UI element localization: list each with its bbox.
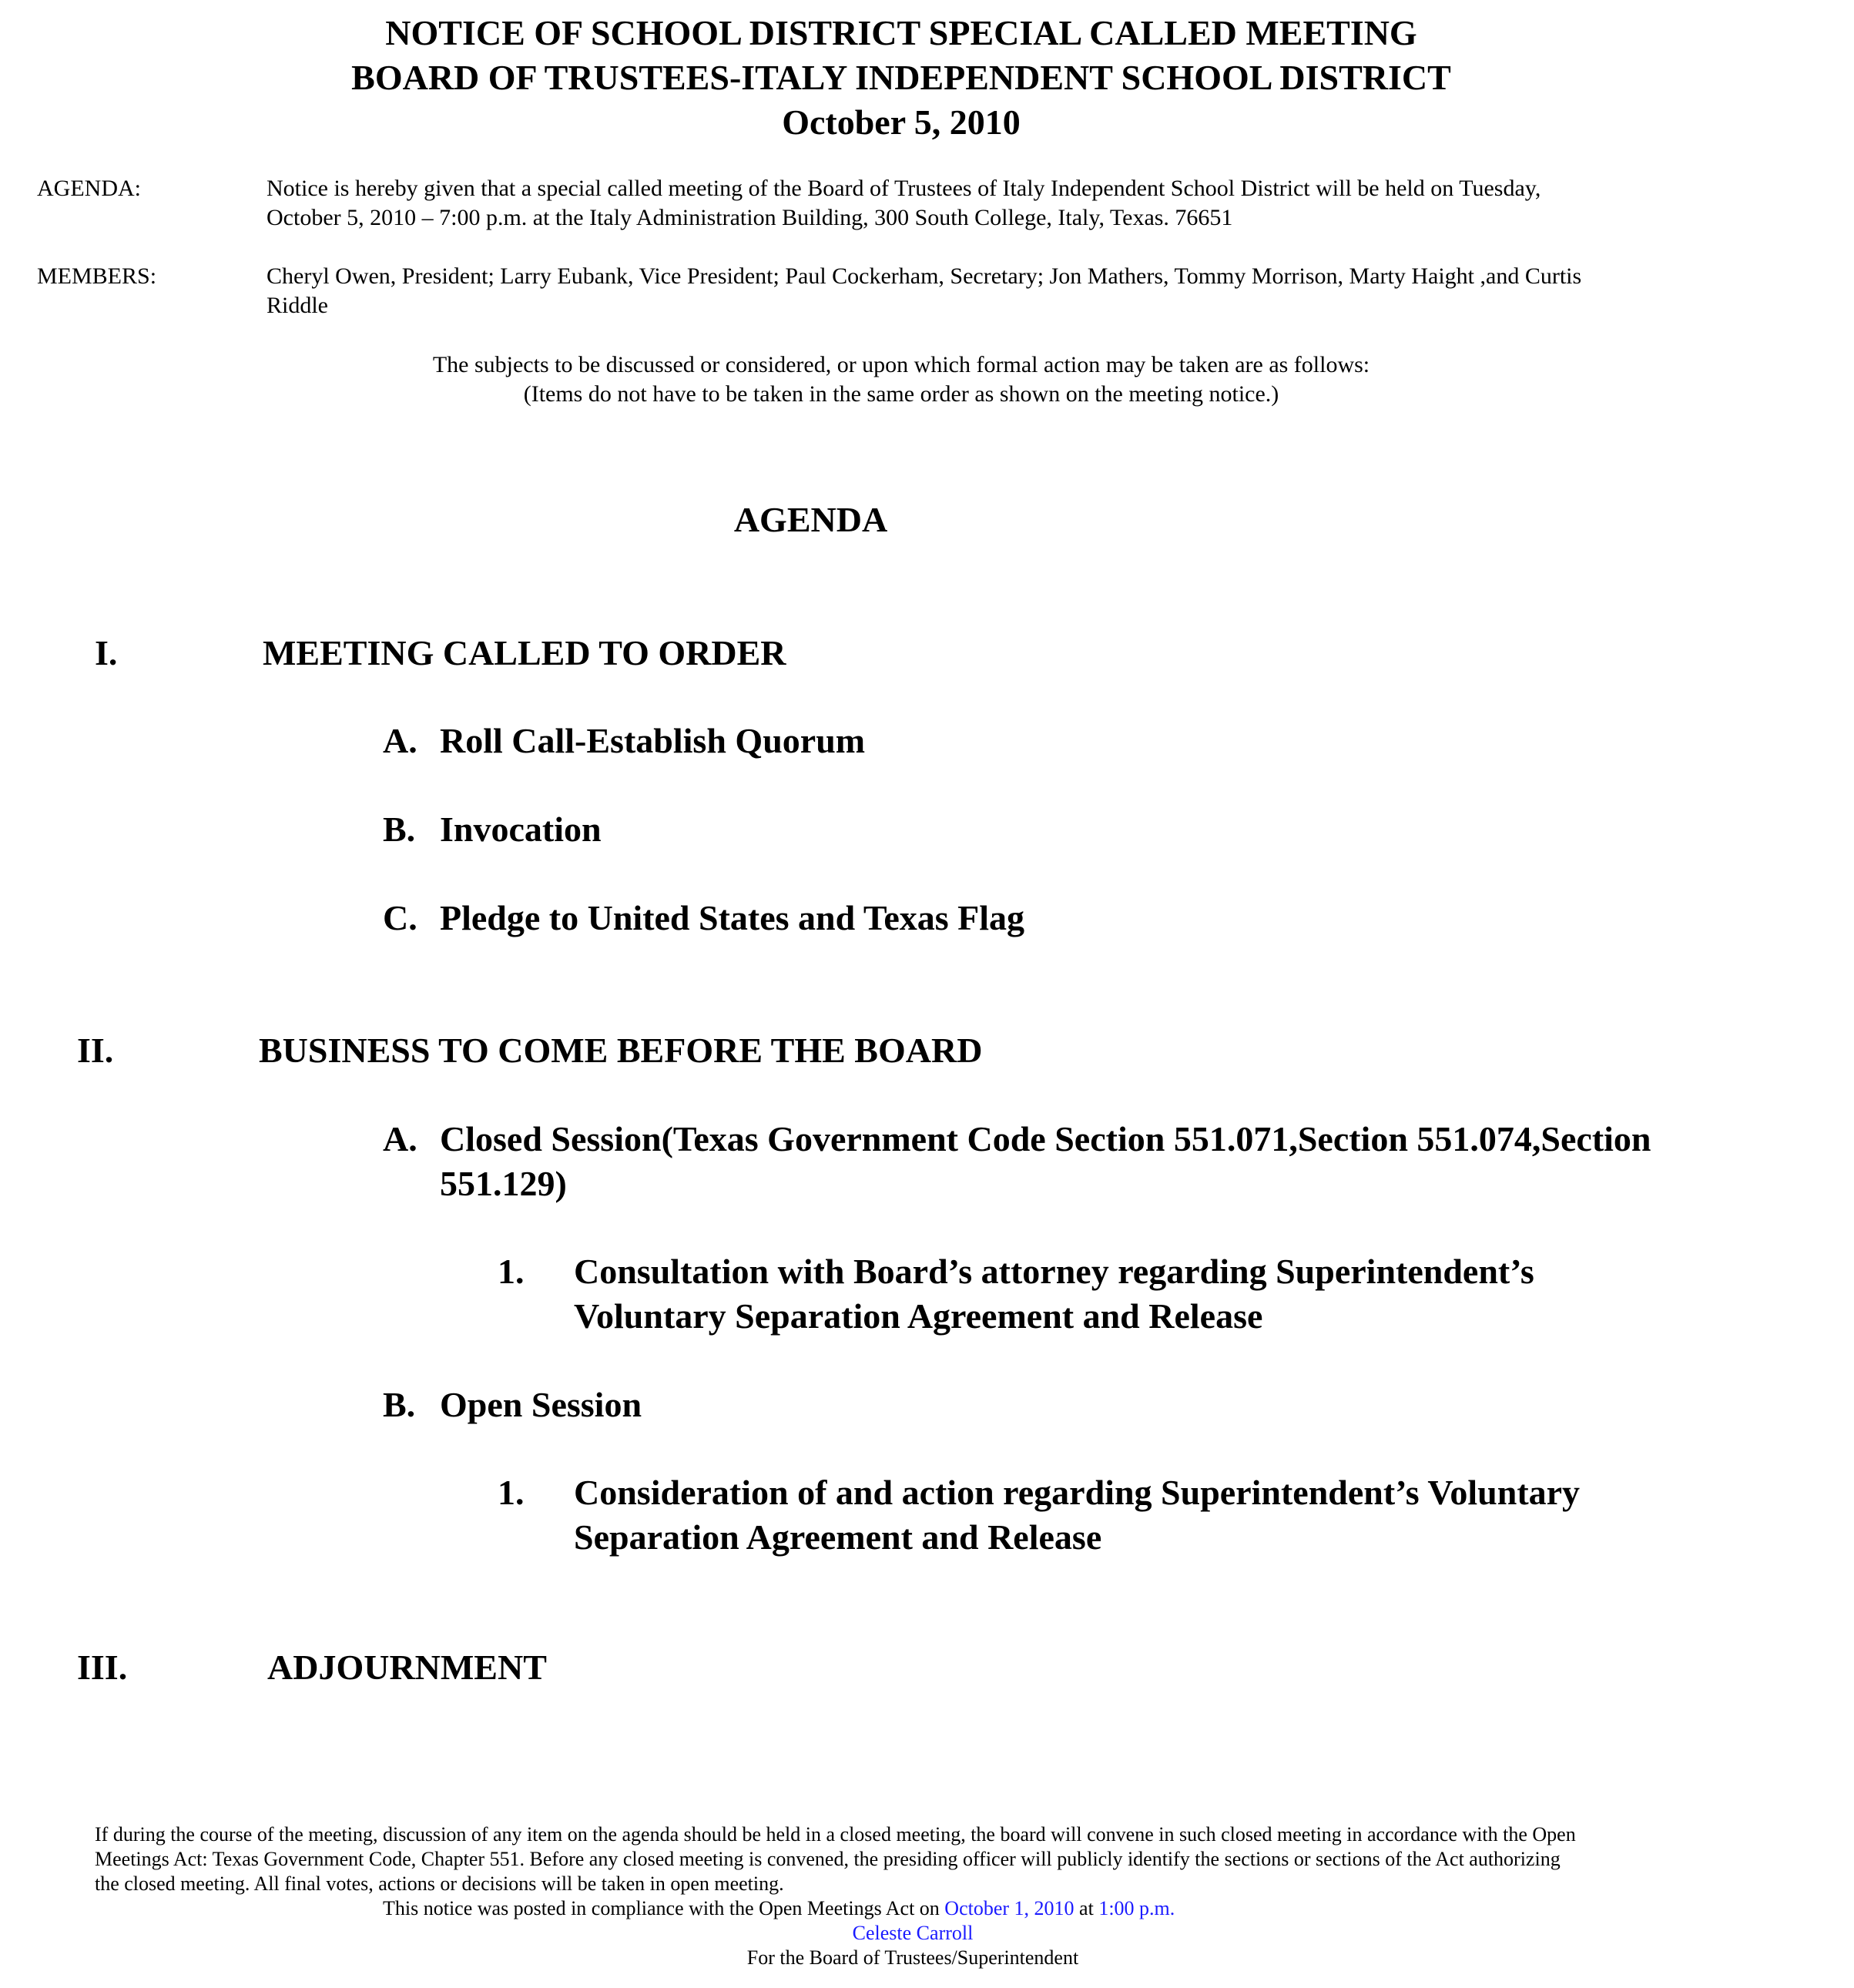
section-numeral: III.: [77, 1648, 128, 1687]
item-letter: C.: [383, 898, 417, 937]
members-line-2: Riddle: [267, 293, 328, 318]
posted-prefix: This notice was posted in compliance with the Open Meetings Act on: [383, 1897, 945, 1919]
item-text-line-1: Closed Session(Texas Government Code Section 551.071,Section 551.074,Section: [440, 1119, 1651, 1158]
section-title: BUSINESS TO COME BEFORE THE BOARD: [259, 1031, 983, 1070]
subitem-number: 1.: [498, 1252, 525, 1291]
section-title: MEETING CALLED TO ORDER: [263, 633, 786, 672]
posted-at: at: [1074, 1897, 1099, 1919]
agenda-notice-line-1: Notice is hereby given that a special called meeting of the Board of Trustees of Italy Independent School District will be held on Tuesday,: [267, 176, 1541, 201]
subitem-text-line-1: Consultation with Board’s attorney regarding Superintendent’s: [574, 1252, 1534, 1291]
signer-title: For the Board of Trustees/Superintendent: [746, 1946, 1079, 1969]
item-text: Invocation: [440, 810, 602, 849]
notice-title-line-2: BOARD OF TRUSTEES-ITALY INDEPENDENT SCHOOL DISTRICT: [351, 58, 1451, 97]
subitem-text-line-1: Consideration of and action regarding Superintendent’s Voluntary: [574, 1473, 1581, 1512]
item-letter: A.: [383, 1119, 417, 1158]
footer-paragraph-line-1: If during the course of the meeting, discussion of any item on the agenda should be held in a closed meeting, the board will convene in such closed meeting in accordance with the Open: [95, 1823, 1576, 1846]
posted-date-link[interactable]: October 1, 2010: [944, 1897, 1075, 1919]
item-letter: B.: [383, 1385, 416, 1424]
footer-paragraph-line-3: the closed meeting. All final votes, actions or decisions will be taken in open meeting.: [95, 1872, 784, 1895]
subjects-line-2: (Items do not have to be taken in the same order as shown on the meeting notice.): [523, 381, 1279, 407]
subitem-number: 1.: [498, 1473, 525, 1512]
section-numeral: II.: [77, 1031, 114, 1070]
posted-notice: [383, 1896, 1175, 1921]
subitem-text-line-2: Voluntary Separation Agreement and Release: [574, 1296, 1263, 1336]
item-letter: B.: [383, 810, 416, 849]
members-label: MEMBERS:: [37, 263, 157, 289]
notice-date: October 5, 2010: [782, 102, 1021, 142]
members-line-1: Cheryl Owen, President; Larry Eubank, Vice President; Paul Cockerham, Secretary; Jon Mathers, Tommy Morrison, Marty Haight ,and Curtis: [267, 263, 1582, 289]
agenda-notice-line-2: October 5, 2010 – 7:00 p.m. at the Italy Administration Building, 300 South College, Italy, Texas. 76651: [267, 205, 1233, 230]
item-text: Open Session: [440, 1385, 642, 1424]
item-text: Pledge to United States and Texas Flag: [440, 898, 1025, 937]
footer-paragraph-line-2: Meetings Act: Texas Government Code, Chapter 551. Before any closed meeting is convened, the presiding officer will publicly identify the sections or sections of the Act authorizing: [95, 1848, 1561, 1870]
item-text: Roll Call-Establish Quorum: [440, 721, 866, 760]
item-text-line-2: 551.129): [440, 1164, 567, 1203]
posted-time-link[interactable]: 1:00 p.m.: [1098, 1897, 1175, 1919]
notice-title-line-1: NOTICE OF SCHOOL DISTRICT SPECIAL CALLED MEETING: [385, 13, 1417, 52]
subjects-line-1: The subjects to be discussed or considered, or upon which formal action may be taken are as follows:: [432, 352, 1370, 377]
agenda-heading: AGENDA: [733, 500, 888, 539]
section-title: ADJOURNMENT: [267, 1648, 547, 1687]
section-numeral: I.: [95, 633, 118, 672]
agenda-label: AGENDA:: [37, 176, 141, 201]
subitem-text-line-2: Separation Agreement and Release: [574, 1517, 1102, 1557]
signer-link[interactable]: Celeste Carroll: [852, 1922, 974, 1944]
item-letter: A.: [383, 721, 417, 760]
